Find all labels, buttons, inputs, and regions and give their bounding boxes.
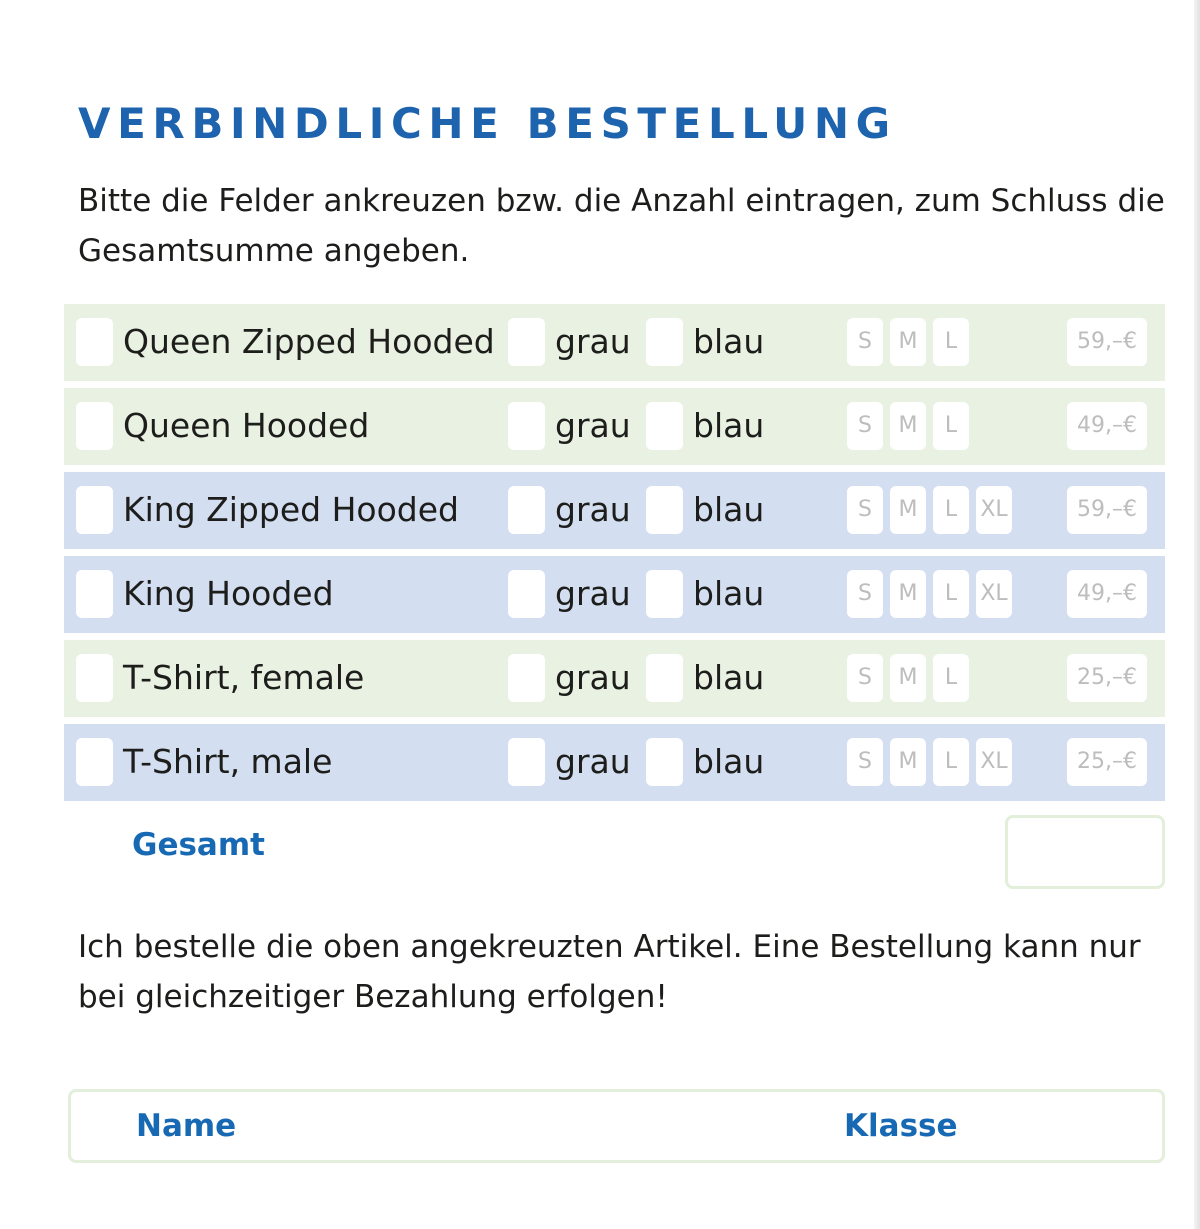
size-field-s[interactable]: S: [847, 402, 883, 450]
item-name: T-Shirt, male: [123, 742, 333, 781]
order-row: [64, 388, 1165, 465]
size-field-l[interactable]: L: [933, 402, 969, 450]
order-row: [64, 304, 1165, 381]
grau-checkbox[interactable]: [508, 570, 545, 618]
name-label: Name: [136, 1108, 237, 1144]
total-input[interactable]: [1005, 815, 1165, 889]
blau-checkbox[interactable]: [646, 654, 683, 702]
size-field-l[interactable]: L: [933, 570, 969, 618]
size-field-m[interactable]: M: [890, 486, 926, 534]
grau-label: grau: [555, 322, 631, 361]
item-checkbox[interactable]: [76, 318, 113, 366]
price-field[interactable]: 49,–€: [1067, 402, 1147, 450]
item-checkbox[interactable]: [76, 654, 113, 702]
signature-field[interactable]: [68, 1089, 1165, 1163]
blau-checkbox[interactable]: [646, 318, 683, 366]
blau-label: blau: [693, 406, 765, 445]
page-edge: [1194, 0, 1200, 1229]
blau-label: blau: [693, 574, 765, 613]
item-checkbox[interactable]: [76, 402, 113, 450]
order-row: [64, 724, 1165, 801]
price-field[interactable]: 59,–€: [1067, 318, 1147, 366]
item-checkbox[interactable]: [76, 738, 113, 786]
price-field[interactable]: 49,–€: [1067, 570, 1147, 618]
order-row: [64, 640, 1165, 717]
grau-checkbox[interactable]: [508, 738, 545, 786]
size-field-m[interactable]: M: [890, 570, 926, 618]
item-name: Queen Hooded: [123, 406, 370, 445]
grau-label: grau: [555, 490, 631, 529]
item-name: King Hooded: [123, 574, 334, 613]
grau-label: grau: [555, 574, 631, 613]
order-row: [64, 472, 1165, 549]
grau-checkbox[interactable]: [508, 318, 545, 366]
order-notice: Ich bestelle die oben angekreuzten Artikel. Eine Bestellung kann nur bei gleichzeitiger Bezahlung erfolgen!: [78, 929, 1141, 1015]
grau-checkbox[interactable]: [508, 402, 545, 450]
blau-label: blau: [693, 742, 765, 781]
size-field-l[interactable]: L: [933, 486, 969, 534]
grau-label: grau: [555, 406, 631, 445]
size-field-s[interactable]: S: [847, 486, 883, 534]
total-label: Gesamt: [132, 827, 265, 863]
order-row: [64, 556, 1165, 633]
blau-label: blau: [693, 658, 765, 697]
size-field-s[interactable]: S: [847, 318, 883, 366]
size-field-s[interactable]: S: [847, 654, 883, 702]
size-field-m[interactable]: M: [890, 738, 926, 786]
grau-label: grau: [555, 742, 631, 781]
size-field-l[interactable]: L: [933, 738, 969, 786]
grau-label: grau: [555, 658, 631, 697]
price-field[interactable]: 25,–€: [1067, 738, 1147, 786]
blau-checkbox[interactable]: [646, 486, 683, 534]
size-field-m[interactable]: M: [890, 654, 926, 702]
blau-label: blau: [693, 490, 765, 529]
size-field-xl[interactable]: XL: [976, 738, 1012, 786]
size-field-l[interactable]: L: [933, 654, 969, 702]
size-field-l[interactable]: L: [933, 318, 969, 366]
size-field-m[interactable]: M: [890, 402, 926, 450]
item-name: T-Shirt, female: [123, 658, 365, 697]
size-field-xl[interactable]: XL: [976, 570, 1012, 618]
item-name: Queen Zipped Hooded: [123, 322, 495, 361]
page-title: VERBINDLICHE BESTELLUNG: [78, 99, 897, 148]
blau-label: blau: [693, 322, 765, 361]
intro-text: Bitte die Felder ankreuzen bzw. die Anzahl eintragen, zum Schluss die Gesamtsumme angeben.: [78, 183, 1165, 269]
order-table: [64, 304, 1165, 808]
grau-checkbox[interactable]: [508, 486, 545, 534]
item-name: King Zipped Hooded: [123, 490, 459, 529]
item-checkbox[interactable]: [76, 486, 113, 534]
size-field-xl[interactable]: XL: [976, 486, 1012, 534]
size-field-m[interactable]: M: [890, 318, 926, 366]
blau-checkbox[interactable]: [646, 402, 683, 450]
size-field-s[interactable]: S: [847, 570, 883, 618]
class-label: Klasse: [844, 1108, 958, 1144]
item-checkbox[interactable]: [76, 570, 113, 618]
price-field[interactable]: 59,–€: [1067, 486, 1147, 534]
price-field[interactable]: 25,–€: [1067, 654, 1147, 702]
blau-checkbox[interactable]: [646, 570, 683, 618]
size-field-s[interactable]: S: [847, 738, 883, 786]
blau-checkbox[interactable]: [646, 738, 683, 786]
grau-checkbox[interactable]: [508, 654, 545, 702]
